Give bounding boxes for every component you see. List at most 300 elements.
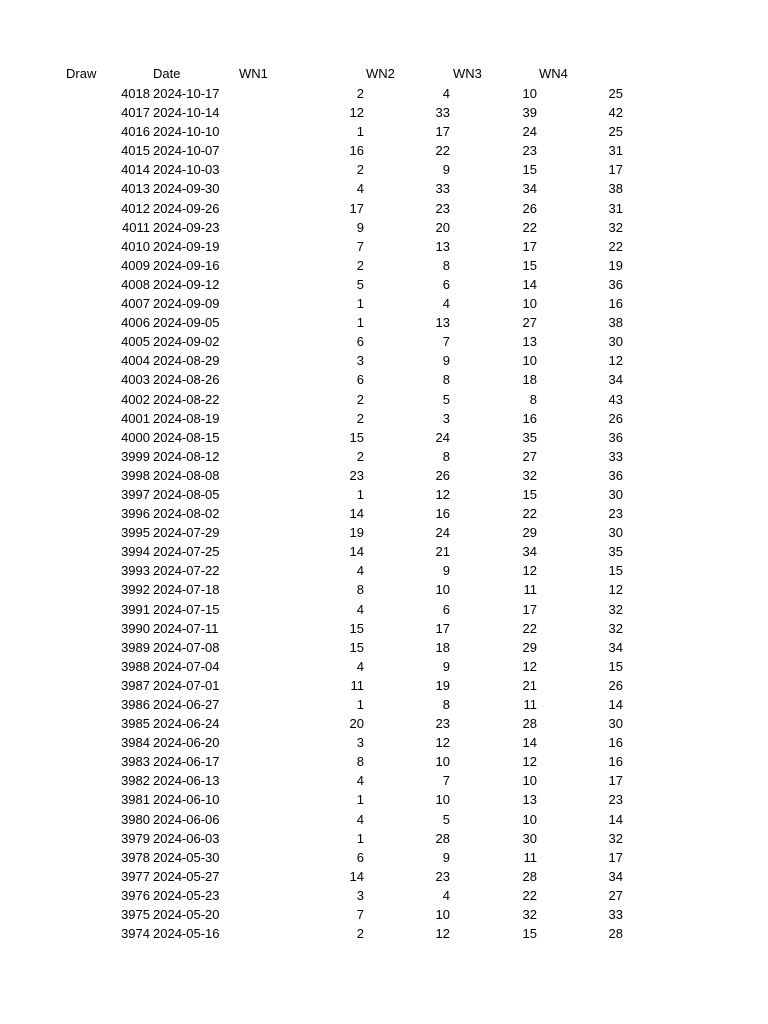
cell-wn1: 1 xyxy=(356,792,364,808)
header-row xyxy=(0,64,768,84)
cell-wn3: 13 xyxy=(522,334,537,350)
cell-wn4: 17 xyxy=(608,162,623,178)
cell-wn2: 7 xyxy=(442,773,450,789)
cell-wn4: 30 xyxy=(608,716,623,732)
cell-wn2: 17 xyxy=(435,620,450,636)
cell-date: 2024-06-06 xyxy=(153,811,220,827)
cell-wn4: 17 xyxy=(608,773,623,789)
cell-wn3: 11 xyxy=(523,849,537,865)
cell-wn2: 9 xyxy=(442,353,450,369)
cell-wn4: 12 xyxy=(608,353,623,369)
cell-date: 2024-06-20 xyxy=(153,735,220,751)
cell-draw: 4003 xyxy=(121,372,150,388)
cell-wn3: 12 xyxy=(522,754,537,770)
header-wn1: WN1 xyxy=(239,66,268,81)
cell-date: 2024-05-20 xyxy=(153,907,220,923)
table-row xyxy=(0,122,768,141)
cell-wn1: 20 xyxy=(349,716,364,732)
cell-wn3: 22 xyxy=(522,620,537,636)
table-row xyxy=(0,752,768,771)
table-row xyxy=(0,218,768,237)
table-row xyxy=(0,351,768,370)
cell-draw: 4012 xyxy=(121,200,150,216)
cell-draw: 3986 xyxy=(121,697,150,712)
table-row xyxy=(0,160,768,179)
cell-date: 2024-06-03 xyxy=(153,830,220,846)
table-row xyxy=(0,275,768,294)
cell-wn2: 16 xyxy=(435,506,450,522)
cell-draw: 4007 xyxy=(121,296,150,312)
cell-wn4: 38 xyxy=(608,315,623,331)
cell-date: 2024-07-11 xyxy=(153,620,219,636)
cell-date: 2024-06-24 xyxy=(153,716,220,732)
cell-draw: 3987 xyxy=(121,677,150,693)
cell-date: 2024-09-30 xyxy=(153,181,220,197)
cell-date: 2024-06-17 xyxy=(153,754,220,770)
cell-date: 2024-10-14 xyxy=(153,105,220,121)
cell-date: 2024-08-12 xyxy=(153,448,220,464)
cell-draw: 4015 xyxy=(121,143,150,159)
cell-wn1: 4 xyxy=(356,658,364,674)
cell-draw: 3983 xyxy=(121,754,150,770)
cell-draw: 4016 xyxy=(121,124,150,140)
table-row xyxy=(0,714,768,733)
cell-draw: 4004 xyxy=(121,353,150,369)
cell-wn1: 8 xyxy=(356,754,364,770)
cell-wn3: 22 xyxy=(522,506,537,522)
cell-date: 2024-07-25 xyxy=(153,544,220,560)
cell-wn1: 6 xyxy=(356,334,364,350)
cell-wn4: 31 xyxy=(608,200,623,216)
cell-draw: 3984 xyxy=(121,735,150,751)
cell-draw: 3990 xyxy=(121,620,150,636)
cell-wn4: 36 xyxy=(608,429,623,445)
cell-draw: 3996 xyxy=(121,506,150,522)
cell-wn3: 23 xyxy=(522,143,537,159)
cell-wn4: 15 xyxy=(608,658,623,674)
cell-wn3: 27 xyxy=(522,315,537,331)
cell-draw: 4006 xyxy=(121,315,150,331)
table-row xyxy=(0,179,768,198)
cell-wn3: 11 xyxy=(523,697,537,712)
table-row xyxy=(0,790,768,809)
cell-wn4: 32 xyxy=(608,601,623,617)
table-row xyxy=(0,695,768,714)
cell-wn4: 43 xyxy=(608,391,623,407)
cell-wn1: 4 xyxy=(356,601,364,617)
cell-wn4: 32 xyxy=(608,830,623,846)
cell-draw: 3995 xyxy=(121,525,150,541)
cell-wn3: 17 xyxy=(522,601,537,617)
cell-wn1: 2 xyxy=(356,257,364,273)
cell-wn1: 11 xyxy=(350,677,364,693)
cell-date: 2024-07-18 xyxy=(153,582,220,598)
cell-wn2: 13 xyxy=(435,315,450,331)
cell-date: 2024-07-29 xyxy=(153,525,220,541)
table-row xyxy=(0,103,768,122)
cell-wn3: 10 xyxy=(522,353,537,369)
cell-wn2: 9 xyxy=(442,849,450,865)
cell-wn4: 34 xyxy=(608,639,623,655)
cell-draw: 3977 xyxy=(121,868,150,884)
cell-wn2: 33 xyxy=(435,181,450,197)
cell-wn4: 23 xyxy=(608,792,623,808)
cell-date: 2024-09-23 xyxy=(153,219,220,235)
cell-wn2: 28 xyxy=(435,830,450,846)
cell-wn2: 6 xyxy=(442,601,450,617)
cell-date: 2024-05-16 xyxy=(153,926,220,942)
cell-draw: 4014 xyxy=(121,162,150,178)
cell-wn1: 2 xyxy=(356,410,364,426)
cell-wn4: 14 xyxy=(608,697,623,712)
cell-wn1: 15 xyxy=(349,639,364,655)
table-row xyxy=(0,199,768,218)
table-row xyxy=(0,580,768,599)
cell-wn4: 36 xyxy=(608,467,623,483)
cell-wn3: 13 xyxy=(522,792,537,808)
cell-wn3: 24 xyxy=(522,124,537,140)
cell-wn2: 10 xyxy=(435,754,450,770)
cell-wn2: 9 xyxy=(442,563,450,579)
cell-draw: 3999 xyxy=(121,448,150,464)
cell-wn3: 10 xyxy=(522,773,537,789)
cell-wn2: 9 xyxy=(442,658,450,674)
table-row xyxy=(0,523,768,542)
cell-wn3: 10 xyxy=(522,296,537,312)
cell-wn2: 10 xyxy=(435,792,450,808)
cell-draw: 3985 xyxy=(121,716,150,732)
cell-date: 2024-08-05 xyxy=(153,486,220,502)
header-date: Date xyxy=(153,66,181,81)
cell-wn1: 8 xyxy=(356,582,364,598)
cell-date: 2024-09-12 xyxy=(153,276,220,292)
cell-wn1: 1 xyxy=(356,697,364,712)
cell-wn3: 14 xyxy=(522,735,537,751)
cell-wn1: 4 xyxy=(356,181,364,197)
cell-draw: 3998 xyxy=(121,467,150,483)
table-row xyxy=(0,294,768,313)
cell-date: 2024-09-26 xyxy=(153,200,220,216)
cell-wn4: 25 xyxy=(608,124,623,140)
cell-date: 2024-09-09 xyxy=(153,296,220,312)
cell-wn2: 9 xyxy=(442,162,450,178)
cell-wn4: 16 xyxy=(608,754,623,770)
cell-wn3: 27 xyxy=(522,448,537,464)
table-row xyxy=(0,237,768,256)
table-row xyxy=(0,428,768,447)
cell-wn3: 29 xyxy=(522,639,537,655)
cell-wn1: 23 xyxy=(349,467,364,483)
cell-wn3: 15 xyxy=(522,926,537,942)
cell-wn3: 32 xyxy=(522,467,537,483)
cell-wn4: 42 xyxy=(608,105,623,121)
cell-wn2: 20 xyxy=(435,219,450,235)
cell-wn4: 33 xyxy=(608,448,623,464)
cell-wn2: 5 xyxy=(442,391,450,407)
table-row xyxy=(0,848,768,867)
cell-wn3: 35 xyxy=(522,429,537,445)
cell-wn2: 24 xyxy=(435,429,450,445)
cell-wn1: 1 xyxy=(356,486,364,502)
cell-wn2: 13 xyxy=(435,238,450,254)
cell-wn4: 35 xyxy=(608,544,623,560)
cell-date: 2024-05-30 xyxy=(153,849,220,865)
cell-wn2: 8 xyxy=(442,372,450,388)
cell-wn2: 4 xyxy=(442,296,450,312)
cell-wn3: 21 xyxy=(522,677,537,693)
header-wn4: WN4 xyxy=(539,66,568,81)
cell-wn1: 19 xyxy=(349,525,364,541)
cell-wn4: 30 xyxy=(608,486,623,502)
cell-wn3: 34 xyxy=(522,181,537,197)
cell-wn3: 34 xyxy=(522,544,537,560)
table-row xyxy=(0,466,768,485)
cell-wn1: 1 xyxy=(356,830,364,846)
cell-wn1: 14 xyxy=(349,544,364,560)
cell-wn4: 23 xyxy=(608,506,623,522)
cell-draw: 3980 xyxy=(121,811,150,827)
table-row xyxy=(0,676,768,695)
cell-wn1: 2 xyxy=(356,86,364,101)
cell-wn1: 1 xyxy=(356,315,364,331)
cell-wn1: 6 xyxy=(356,372,364,388)
cell-wn3: 22 xyxy=(522,219,537,235)
cell-wn3: 10 xyxy=(522,86,537,101)
cell-wn2: 5 xyxy=(442,811,450,827)
header-wn3: WN3 xyxy=(453,66,482,81)
cell-wn1: 2 xyxy=(356,162,364,178)
cell-draw: 4002 xyxy=(121,391,150,407)
cell-wn3: 17 xyxy=(522,238,537,254)
cell-wn4: 34 xyxy=(608,868,623,884)
cell-wn4: 12 xyxy=(608,582,623,598)
cell-draw: 3997 xyxy=(121,486,150,502)
cell-wn2: 17 xyxy=(435,124,450,140)
cell-wn3: 11 xyxy=(523,582,537,598)
cell-wn3: 15 xyxy=(522,486,537,502)
table-row xyxy=(0,141,768,160)
table-row xyxy=(0,390,768,409)
cell-wn1: 7 xyxy=(356,238,364,254)
cell-draw: 4001 xyxy=(121,410,150,426)
cell-date: 2024-10-17 xyxy=(153,86,220,101)
cell-wn1: 17 xyxy=(349,200,364,216)
table-row xyxy=(0,84,768,103)
cell-draw: 3975 xyxy=(121,907,150,923)
table-row xyxy=(0,256,768,275)
cell-wn2: 4 xyxy=(442,887,450,903)
cell-draw: 4010 xyxy=(121,238,150,254)
cell-draw: 3992 xyxy=(121,582,150,598)
cell-wn1: 14 xyxy=(349,868,364,884)
table-row xyxy=(0,447,768,466)
cell-date: 2024-07-01 xyxy=(153,677,220,693)
cell-wn3: 28 xyxy=(522,716,537,732)
cell-wn1: 9 xyxy=(356,219,364,235)
cell-wn2: 8 xyxy=(442,257,450,273)
cell-draw: 4013 xyxy=(121,181,150,197)
cell-date: 2024-09-16 xyxy=(153,257,220,273)
cell-wn1: 12 xyxy=(349,105,364,121)
cell-date: 2024-05-23 xyxy=(153,887,220,903)
cell-draw: 3974 xyxy=(121,926,150,942)
cell-wn4: 14 xyxy=(608,811,623,827)
cell-wn1: 15 xyxy=(349,429,364,445)
cell-draw: 3976 xyxy=(121,887,150,903)
table-row xyxy=(0,657,768,676)
cell-wn4: 25 xyxy=(608,86,623,101)
cell-wn4: 22 xyxy=(608,238,623,254)
table-row xyxy=(0,409,768,428)
cell-wn4: 36 xyxy=(608,276,623,292)
cell-wn2: 26 xyxy=(435,467,450,483)
cell-wn2: 10 xyxy=(435,582,450,598)
cell-draw: 3991 xyxy=(121,601,150,617)
cell-wn2: 19 xyxy=(435,677,450,693)
table-body xyxy=(0,84,768,943)
table-row xyxy=(0,733,768,752)
table-row xyxy=(0,810,768,829)
cell-wn4: 26 xyxy=(608,410,623,426)
cell-draw: 4011 xyxy=(122,219,150,235)
cell-wn3: 22 xyxy=(522,887,537,903)
cell-wn2: 12 xyxy=(435,486,450,502)
table-row xyxy=(0,504,768,523)
cell-wn4: 17 xyxy=(608,849,623,865)
cell-date: 2024-07-04 xyxy=(153,658,220,674)
table-row xyxy=(0,829,768,848)
cell-wn1: 7 xyxy=(356,907,364,923)
cell-wn2: 21 xyxy=(435,544,450,560)
cell-wn2: 22 xyxy=(435,143,450,159)
cell-wn4: 34 xyxy=(608,372,623,388)
cell-draw: 3993 xyxy=(121,563,150,579)
cell-wn1: 2 xyxy=(356,391,364,407)
cell-date: 2024-07-08 xyxy=(153,639,220,655)
cell-wn3: 16 xyxy=(522,410,537,426)
cell-wn2: 23 xyxy=(435,868,450,884)
table-row xyxy=(0,370,768,389)
table-row xyxy=(0,485,768,504)
cell-wn4: 16 xyxy=(608,296,623,312)
table-row xyxy=(0,771,768,790)
cell-wn1: 14 xyxy=(349,506,364,522)
table-row xyxy=(0,924,768,943)
cell-wn2: 3 xyxy=(442,410,450,426)
cell-wn1: 1 xyxy=(356,124,364,140)
cell-draw: 3994 xyxy=(121,544,150,560)
cell-wn3: 32 xyxy=(522,907,537,923)
cell-wn2: 12 xyxy=(435,926,450,942)
cell-wn2: 12 xyxy=(435,735,450,751)
cell-wn3: 39 xyxy=(522,105,537,121)
cell-wn4: 31 xyxy=(608,143,623,159)
cell-wn2: 6 xyxy=(442,276,450,292)
cell-draw: 3989 xyxy=(121,639,150,655)
table-row xyxy=(0,561,768,580)
cell-wn1: 4 xyxy=(356,563,364,579)
cell-wn4: 28 xyxy=(608,926,623,942)
cell-date: 2024-06-13 xyxy=(153,773,220,789)
cell-date: 2024-09-05 xyxy=(153,315,220,331)
cell-wn2: 24 xyxy=(435,525,450,541)
cell-wn4: 30 xyxy=(608,525,623,541)
cell-wn4: 32 xyxy=(608,620,623,636)
cell-wn1: 3 xyxy=(356,887,364,903)
cell-date: 2024-08-22 xyxy=(153,391,220,407)
table-row xyxy=(0,332,768,351)
cell-wn3: 12 xyxy=(522,658,537,674)
cell-wn3: 15 xyxy=(522,162,537,178)
cell-wn1: 16 xyxy=(349,143,364,159)
header-wn2: WN2 xyxy=(366,66,395,81)
spreadsheet xyxy=(0,64,768,943)
cell-wn1: 15 xyxy=(349,620,364,636)
table-row xyxy=(0,313,768,332)
cell-date: 2024-08-15 xyxy=(153,429,220,445)
cell-wn3: 29 xyxy=(522,525,537,541)
header-draw: Draw xyxy=(66,66,97,81)
cell-wn4: 33 xyxy=(608,907,623,923)
cell-wn4: 32 xyxy=(608,219,623,235)
cell-wn3: 14 xyxy=(522,276,537,292)
cell-wn4: 16 xyxy=(608,735,623,751)
cell-wn1: 3 xyxy=(356,735,364,751)
cell-wn3: 28 xyxy=(522,868,537,884)
cell-date: 2024-06-10 xyxy=(153,792,220,808)
cell-draw: 3982 xyxy=(121,773,150,789)
cell-wn1: 2 xyxy=(356,926,364,942)
cell-wn1: 1 xyxy=(356,296,364,312)
cell-wn4: 26 xyxy=(608,677,623,693)
cell-wn2: 33 xyxy=(435,105,450,121)
cell-wn2: 7 xyxy=(442,334,450,350)
cell-draw: 4017 xyxy=(121,105,150,121)
cell-wn1: 5 xyxy=(356,276,364,292)
cell-draw: 3988 xyxy=(121,658,150,674)
table-row xyxy=(0,886,768,905)
cell-date: 2024-08-26 xyxy=(153,372,220,388)
cell-date: 2024-07-22 xyxy=(153,563,220,579)
cell-wn2: 4 xyxy=(442,86,450,101)
cell-date: 2024-08-29 xyxy=(153,353,220,369)
cell-date: 2024-09-19 xyxy=(153,238,220,254)
cell-wn2: 8 xyxy=(442,697,450,712)
cell-draw: 4000 xyxy=(121,429,150,445)
cell-draw: 4008 xyxy=(121,276,150,292)
cell-wn2: 10 xyxy=(435,907,450,923)
cell-date: 2024-07-15 xyxy=(153,601,220,617)
cell-date: 2024-10-07 xyxy=(153,143,220,159)
cell-date: 2024-10-03 xyxy=(153,162,220,178)
cell-wn2: 23 xyxy=(435,200,450,216)
table-row xyxy=(0,619,768,638)
cell-date: 2024-10-10 xyxy=(153,124,220,140)
cell-draw: 4005 xyxy=(121,334,150,350)
cell-date: 2024-08-02 xyxy=(153,506,220,522)
cell-wn1: 3 xyxy=(356,353,364,369)
cell-draw: 4018 xyxy=(121,86,150,101)
cell-date: 2024-06-27 xyxy=(153,697,220,712)
table-row xyxy=(0,542,768,561)
cell-date: 2024-05-27 xyxy=(153,868,220,884)
cell-wn1: 6 xyxy=(356,849,364,865)
cell-wn4: 38 xyxy=(608,181,623,197)
cell-wn3: 15 xyxy=(522,257,537,273)
cell-wn3: 30 xyxy=(522,830,537,846)
cell-date: 2024-08-08 xyxy=(153,467,220,483)
cell-draw: 3979 xyxy=(121,830,150,846)
